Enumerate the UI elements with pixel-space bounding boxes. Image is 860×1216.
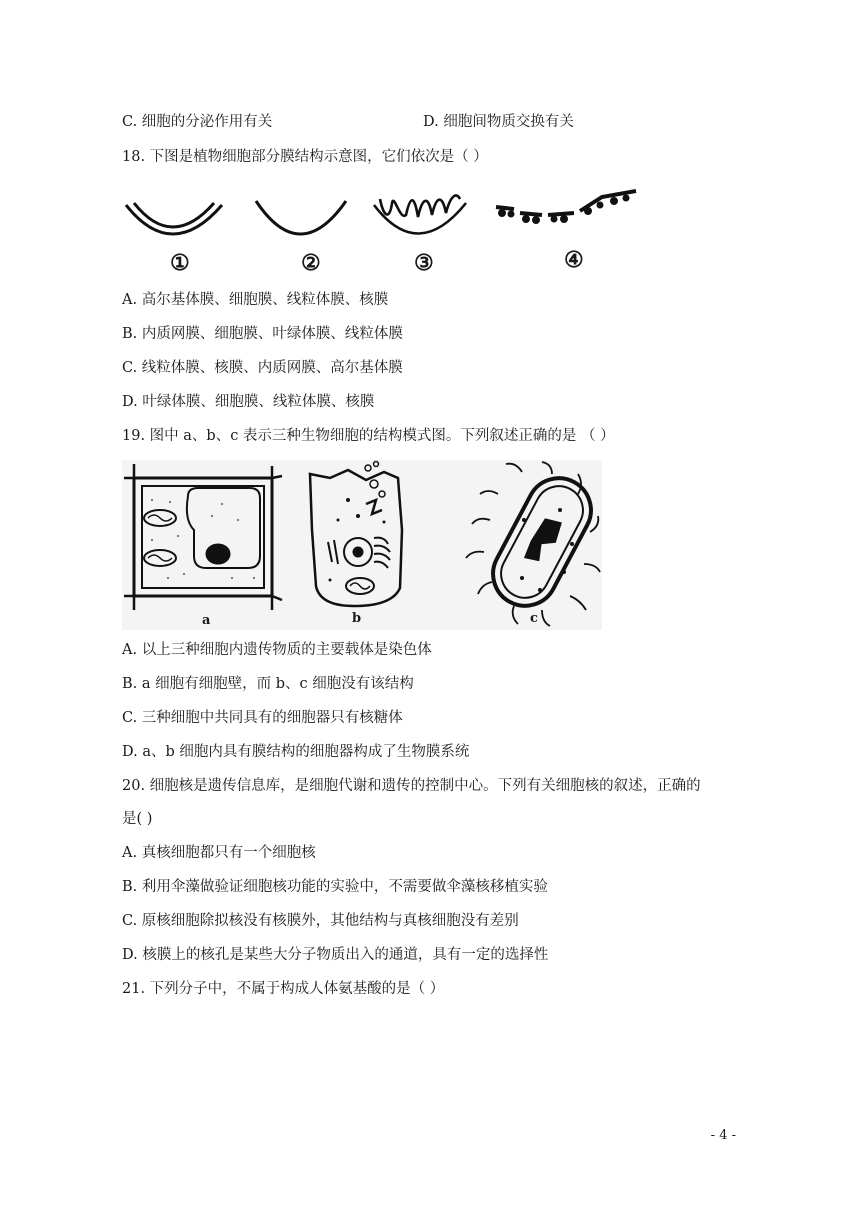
q18-option-d: D. 叶绿体膜、细胞膜、线粒体膜、核膜 bbox=[122, 394, 375, 410]
q18-stem: 18. 下图是植物细胞部分膜结构示意图，它们依次是（ ） bbox=[122, 149, 488, 165]
q19-option-a: A. 以上三种细胞内遗传物质的主要载体是染色体 bbox=[122, 642, 432, 658]
cell-label-c: c bbox=[530, 611, 538, 626]
q20-stem-line2: 是( ) bbox=[122, 811, 153, 827]
page-number: - 4 - bbox=[710, 1128, 736, 1143]
figure-label-4: ④ bbox=[564, 247, 584, 273]
q20-option-b: B. 利用伞藻做验证细胞核功能的实验中，不需要做伞藻核移植实验 bbox=[122, 879, 548, 895]
figure-label-2: ② bbox=[301, 250, 321, 276]
q18-option-a: A. 高尔基体膜、细胞膜、线粒体膜、核膜 bbox=[122, 292, 389, 308]
cell-figure bbox=[122, 460, 602, 630]
q19-option-c: C. 三种细胞中共同具有的细胞器只有核糖体 bbox=[122, 710, 403, 726]
cell-label-b: b bbox=[352, 611, 362, 626]
q21-stem: 21. 下列分子中，不属于构成人体氨基酸的是（ ） bbox=[122, 981, 445, 997]
membrane-4-drawing bbox=[496, 191, 636, 224]
q20-option-c: C. 原核细胞除拟核没有核膜外，其他结构与真核细胞没有差别 bbox=[122, 913, 519, 929]
q18-option-c: C. 线粒体膜、核膜、内质网膜、高尔基体膜 bbox=[122, 360, 403, 376]
q20-option-a: A. 真核细胞都只有一个细胞核 bbox=[122, 845, 316, 861]
q17-option-c: C. 细胞的分泌作用有关 bbox=[122, 114, 273, 130]
figure-label-3: ③ bbox=[414, 250, 434, 276]
membrane-3-drawing bbox=[374, 195, 466, 233]
q17-option-d: D. 细胞间物质交换有关 bbox=[423, 114, 574, 130]
membrane-2-drawing bbox=[256, 201, 346, 234]
membrane-1-drawing bbox=[126, 203, 222, 234]
q19-option-d: D. a、b 细胞内具有膜结构的细胞器构成了生物膜系统 bbox=[122, 744, 470, 760]
q20-stem-line1: 20. 细胞核是遗传信息库，是细胞代谢和遗传的控制中心。下列有关细胞核的叙述，正确的 bbox=[122, 778, 701, 794]
q18-option-b: B. 内质网膜、细胞膜、叶绿体膜、线粒体膜 bbox=[122, 326, 403, 342]
q19-option-b: B. a 细胞有细胞壁，而 b、c 细胞没有该结构 bbox=[122, 676, 414, 692]
cell-label-a: a bbox=[202, 613, 211, 628]
q20-option-d: D. 核膜上的核孔是某些大分子物质出入的通道，具有一定的选择性 bbox=[122, 947, 549, 963]
q19-stem: 19. 图中 a、b、c 表示三种生物细胞的结构模式图。下列叙述正确的是 （ ） bbox=[122, 428, 615, 444]
figure-label-1: ① bbox=[170, 250, 190, 276]
